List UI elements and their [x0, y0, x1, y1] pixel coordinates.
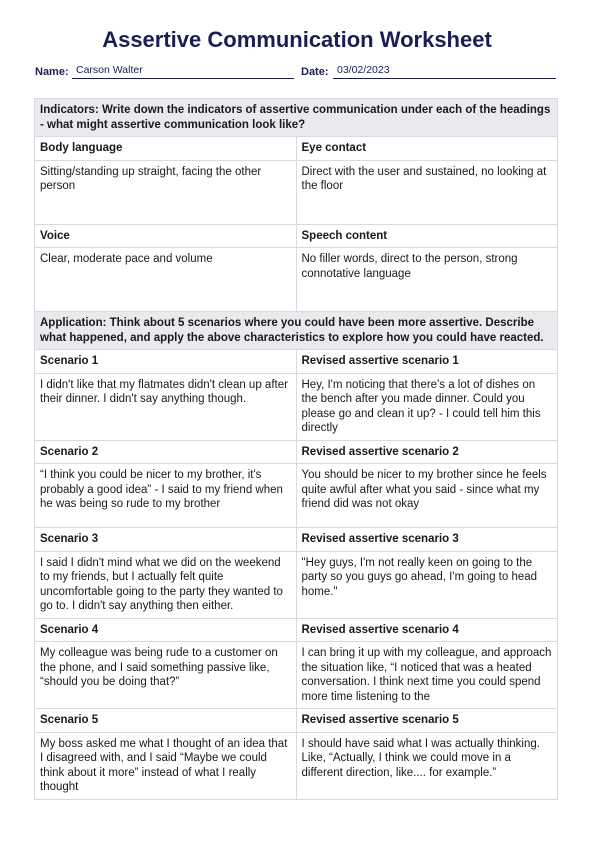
revised-scenario-heading: Revised assertive scenario 2 — [296, 440, 558, 464]
revised-scenario-heading: Revised assertive scenario 4 — [296, 618, 558, 642]
scenario-answer[interactable]: I didn't like that my flatmates didn't clean up after their dinner. I didn't say anything though. — [35, 373, 297, 440]
revised-scenario-answer[interactable]: You should be nicer to my brother since he feels quite awful after what you said - since what my friend did was not okay — [296, 464, 558, 528]
speech-content-heading: Speech content — [296, 224, 558, 248]
indicators-intro: Indicators: Write down the indicators of assertive communication under each of the headings - what might assertive communication look like? — [35, 99, 558, 137]
scenario-answer[interactable]: My boss asked me what I thought of an idea that I disagreed with, and I said “Maybe we could think about it more” instead of what I really thought — [35, 732, 297, 799]
scenario-answer[interactable]: “I think you could be nicer to my brother, it's probably a good idea” - I said to my friend when he was being so rude to my brother — [35, 464, 297, 528]
scenario-heading: Scenario 3 — [35, 528, 297, 552]
revised-scenario-heading: Revised assertive scenario 1 — [296, 350, 558, 374]
scenario-heading: Scenario 5 — [35, 709, 297, 733]
body-language-answer[interactable]: Sitting/standing up straight, facing the other person — [35, 160, 297, 224]
revised-scenario-answer[interactable]: I can bring it up with my colleague, and approach the situation like, “I noticed that was a heated conversation. I think next time you could spend more time listening to the — [296, 642, 558, 709]
date-value: 03/02/2023 — [337, 64, 390, 76]
scenario-heading: Scenario 4 — [35, 618, 297, 642]
scenario-answer[interactable]: I said I didn't mind what we did on the weekend to my friends, but I actually felt quite uncomfortable going to the party they wanted to go to. I didn't say anything then either. — [35, 551, 297, 618]
application-intro: Application: Think about 5 scenarios where you could have been more assertive. Describe what happened, and apply the above characteristics to explore how you could have reacted. — [35, 312, 558, 350]
voice-heading: Voice — [35, 224, 297, 248]
eye-contact-heading: Eye contact — [296, 137, 558, 161]
scenario-answer[interactable]: My colleague was being rude to a customer on the phone, and I said something passive like, “should you be doing that?” — [35, 642, 297, 709]
revised-scenario-answer[interactable]: Hey, I'm noticing that there's a lot of dishes on the bench after you made dinner. Could you please go and clean it up? - I could tell him this directly — [296, 373, 558, 440]
body-language-heading: Body language — [35, 137, 297, 161]
revised-scenario-heading: Revised assertive scenario 3 — [296, 528, 558, 552]
worksheet-title: Assertive Communication Worksheet — [102, 27, 492, 52]
worksheet-table — [34, 98, 558, 800]
speech-content-answer[interactable]: No filler words, direct to the person, strong connotative language — [296, 248, 558, 312]
revised-scenario-heading: Revised assertive scenario 5 — [296, 709, 558, 733]
date-label: Date: — [301, 66, 329, 78]
eye-contact-answer[interactable]: Direct with the user and sustained, no looking at the floor — [296, 160, 558, 224]
name-label: Name: — [35, 66, 69, 78]
revised-scenario-answer[interactable]: I should have said what I was actually thinking. Like, “Actually, I think we could move in a different direction, like.... for example.” — [296, 732, 558, 799]
name-value: Carson Walter — [76, 64, 143, 76]
scenario-heading: Scenario 2 — [35, 440, 297, 464]
scenario-heading: Scenario 1 — [35, 350, 297, 374]
voice-answer[interactable]: Clear, moderate pace and volume — [35, 248, 297, 312]
revised-scenario-answer[interactable]: "Hey guys, I'm not really keen on going to the party so you guys go ahead, I'm going to head home." — [296, 551, 558, 618]
